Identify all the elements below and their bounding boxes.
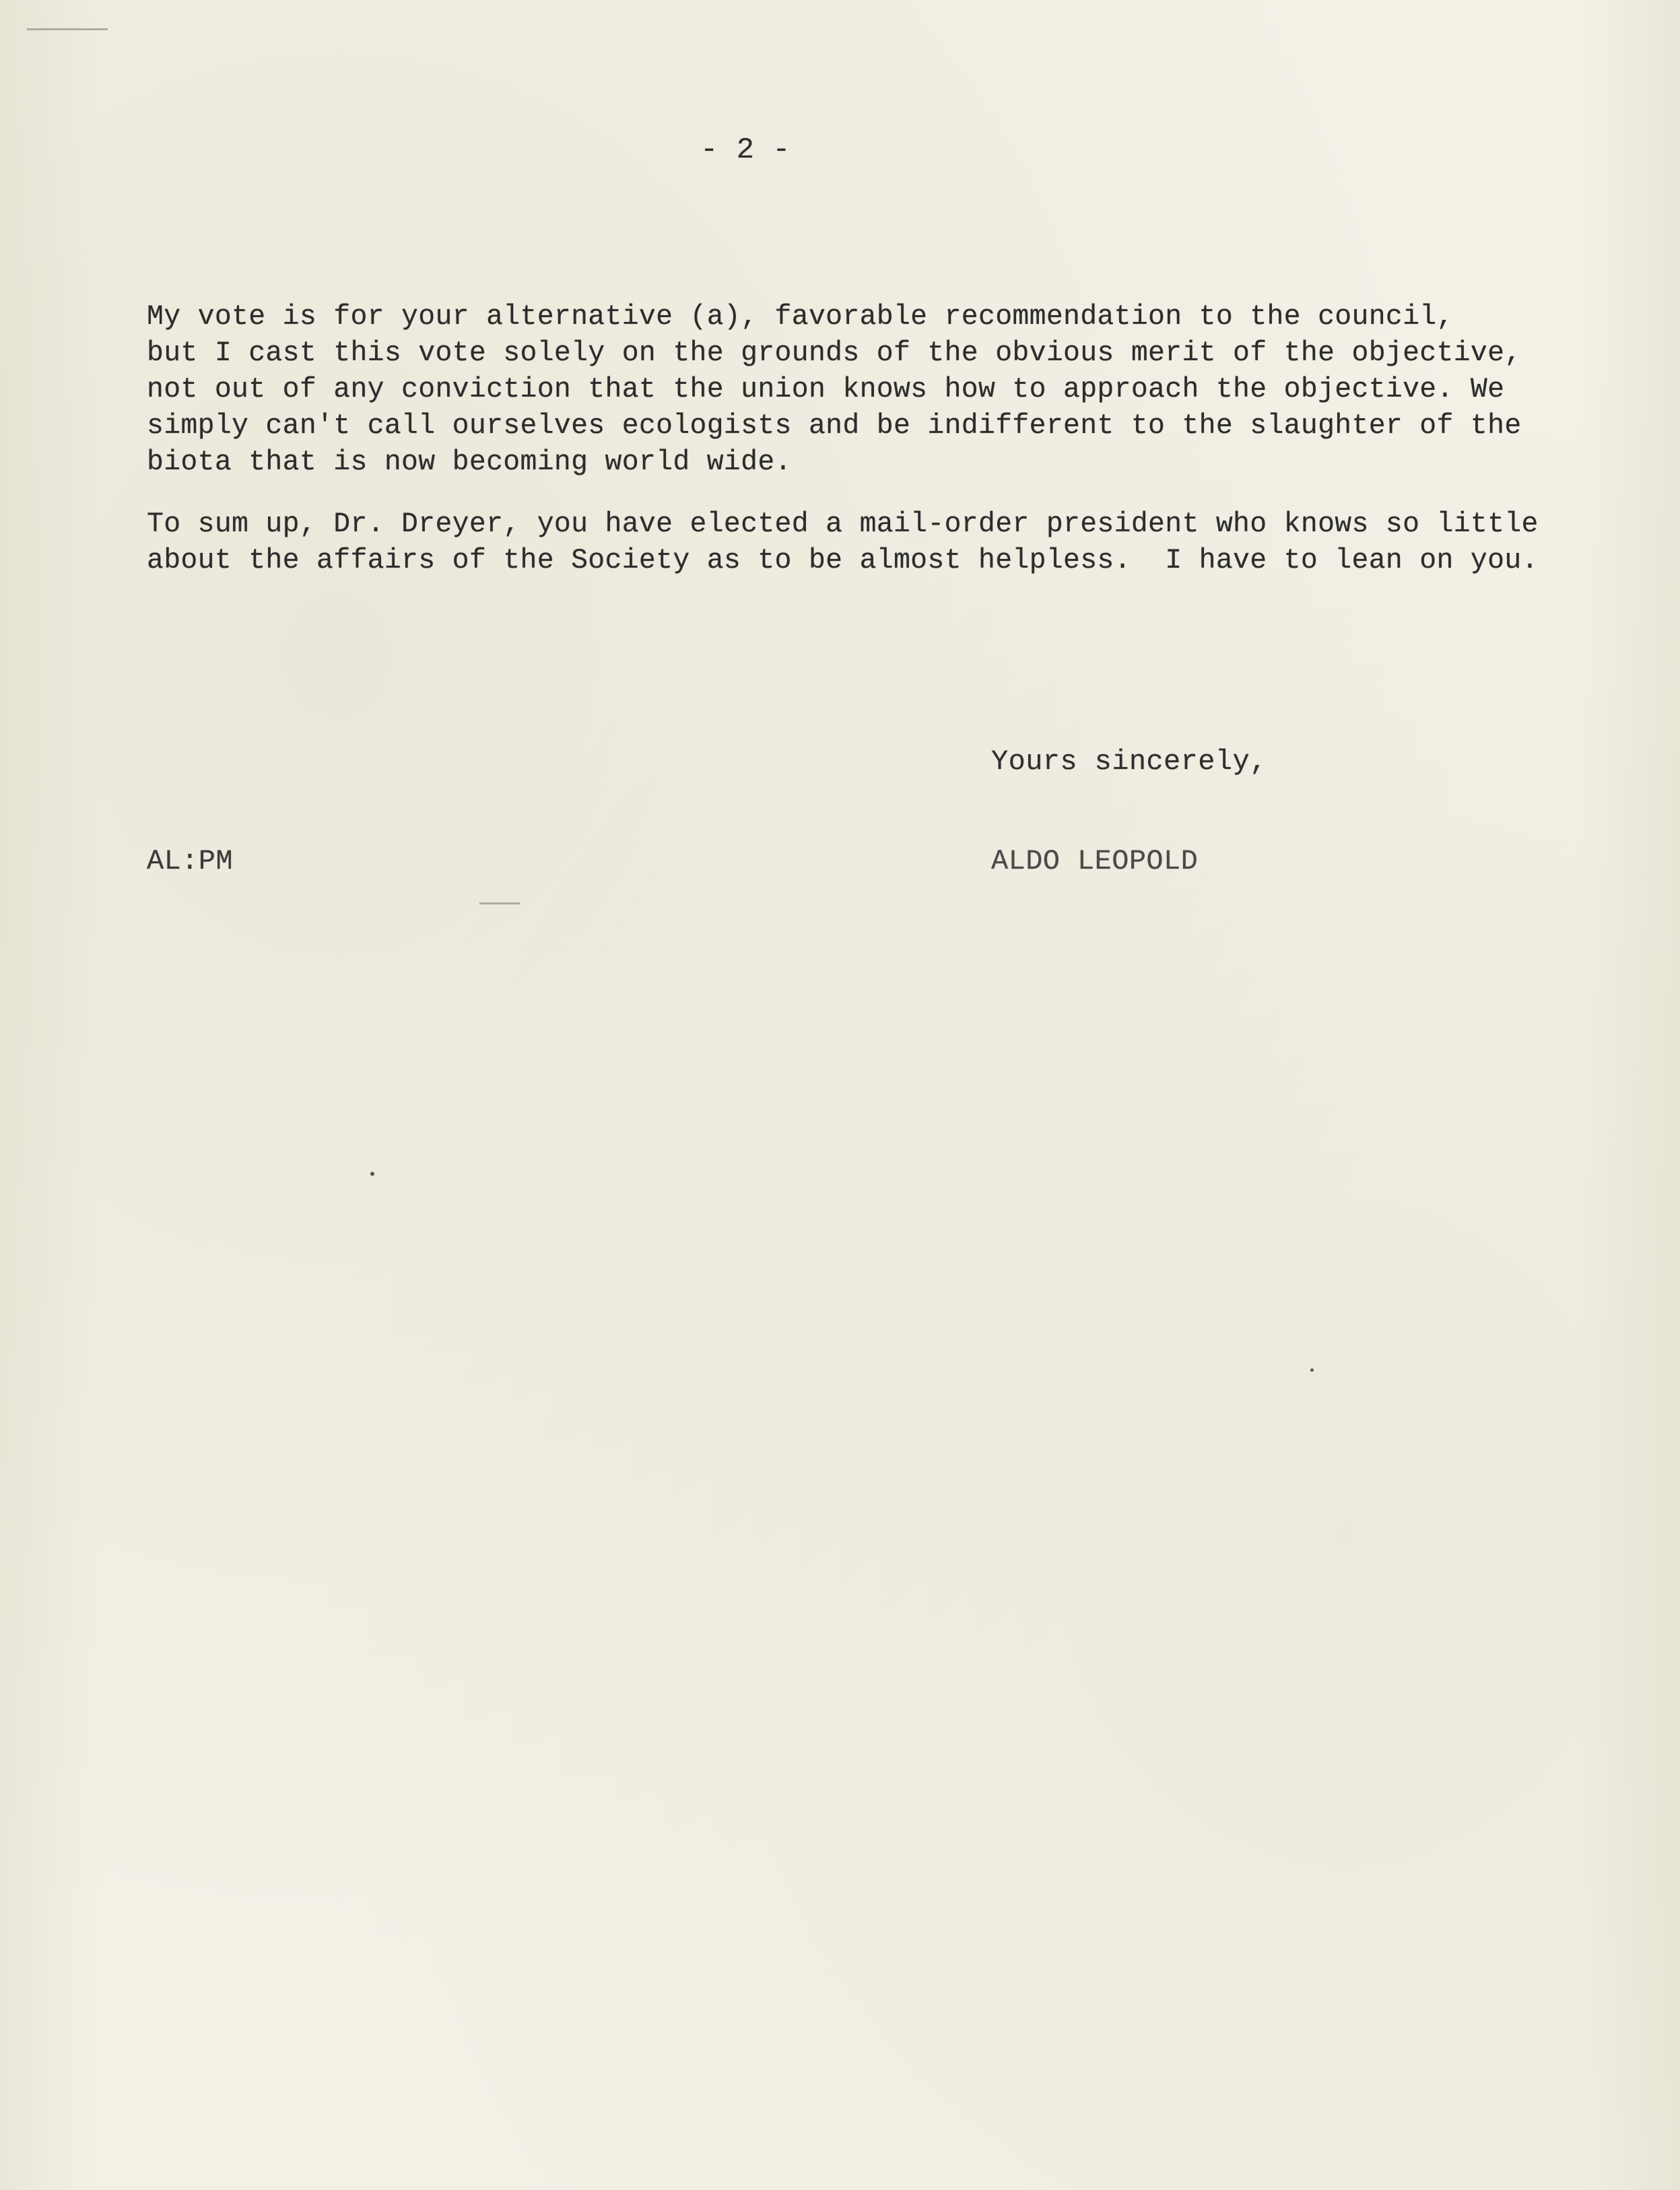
paragraph-line: not out of any conviction that the union knows how to approach the objective. We <box>147 374 1505 405</box>
paper-smudge <box>479 902 520 904</box>
paragraph-vote <box>147 299 1561 481</box>
paragraph-summary <box>147 506 1561 579</box>
typist-initials: AL:PM <box>147 845 234 877</box>
paper-smudge <box>27 28 108 30</box>
page-number: - 2 - <box>700 133 791 167</box>
paragraph-line: about the affairs of the Society as to be almost helpless. I have to lean on you. <box>147 545 1539 576</box>
paragraph-line: biota that is now becoming world wide. <box>147 446 792 478</box>
paragraph-line: My vote is for your alternative (a), favorable recommendation to the council, <box>147 301 1454 333</box>
paper-speck <box>1310 1368 1314 1372</box>
paper-speck <box>370 1172 374 1176</box>
paragraph-line: To sum up, Dr. Dreyer, you have elected a mail-order president who knows so little <box>147 508 1539 540</box>
closing-salutation: Yours sincerely, <box>991 745 1267 778</box>
signature-name: ALDO LEOPOLD <box>991 845 1199 877</box>
paragraph-line: but I cast this vote solely on the grounds of the obvious merit of the objective, <box>147 337 1522 369</box>
paragraph-line: simply can't call ourselves ecologists and be indifferent to the slaughter of the <box>147 410 1522 442</box>
